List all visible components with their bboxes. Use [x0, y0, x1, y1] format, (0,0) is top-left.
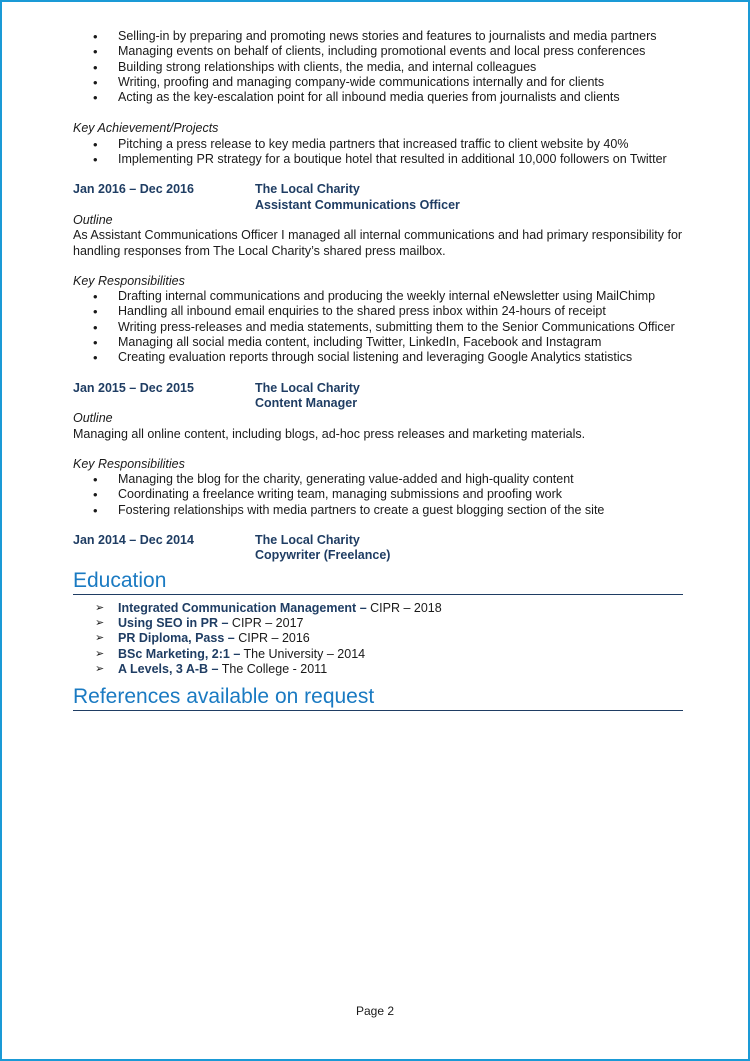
list-item — [73, 647, 683, 662]
qualification-detail: The College - 2011 — [218, 661, 328, 676]
qualification-detail: CIPR – 2018 — [366, 600, 442, 615]
job-dates: Jan 2015 – Dec 2015 — [73, 380, 194, 395]
references-heading: References available on request — [73, 685, 683, 711]
list-item: • Handling all inbound email enquiries to the shared press inbox within 24-hours of receipt — [73, 304, 683, 319]
list-item: • Writing press-releases and media statements, submitting them to the Senior Communications Officer — [73, 320, 683, 335]
qualification-detail: The University – 2014 — [240, 646, 366, 661]
outline-text: As Assistant Communications Officer I managed all internal communications and had primary responsibility for handling responses from The Local Charity’s shared press mailbox. — [73, 228, 683, 258]
job-organisation: The Local Charity — [255, 533, 360, 548]
qualification-name: PR Diploma, Pass – — [118, 631, 235, 646]
list-item — [73, 616, 683, 631]
list-item: • Managing events on behalf of clients, including promotional events and local press conferences — [73, 44, 683, 59]
achievements-list — [73, 137, 683, 168]
list-item: • Managing all social media content, including Twitter, LinkedIn, Facebook and Instagram — [73, 335, 683, 350]
responsibilities-list — [73, 472, 683, 518]
list-item: • Pitching a press release to key media partners that increased traffic to client website by 40% — [73, 137, 683, 152]
education-list — [73, 601, 683, 677]
list-item — [73, 631, 683, 646]
job-org-block — [255, 381, 360, 412]
list-item: • Implementing PR strategy for a boutique hotel that resulted in additional 10,000 followers on Twitter — [73, 152, 683, 167]
list-item: • Coordinating a freelance writing team, managing submissions and proofing work — [73, 487, 683, 502]
qualification-name: BSc Marketing, 2:1 – — [118, 646, 241, 661]
qualification-name: Integrated Communication Management – — [118, 600, 367, 615]
list-item: • Creating evaluation reports through social listening and leveraging Google Analytics statistics — [73, 350, 683, 365]
outline-text: Managing all online content, including blogs, ad-hoc press releases and marketing materials. — [73, 426, 586, 441]
qualification-detail: CIPR – 2017 — [228, 615, 304, 630]
job-dates: Jan 2014 – Dec 2014 — [73, 533, 194, 548]
job-title: Content Manager — [255, 395, 358, 410]
job-title: Copywriter (Freelance) — [255, 548, 391, 563]
list-item: • Drafting internal communications and producing the weekly internal eNewsletter using MailChimp — [73, 289, 683, 304]
achievements-label: Key Achievement/Projects — [73, 121, 219, 136]
job-title: Assistant Communications Officer — [255, 197, 460, 212]
page-content — [73, 29, 683, 711]
list-item: • Building strong relationships with clients, the media, and internal colleagues — [73, 60, 683, 75]
list-item: • Acting as the key-escalation point for all inbound media queries from journalists and clients — [73, 90, 683, 105]
page-number: Page 2 — [355, 1004, 395, 1018]
list-item: • Writing, proofing and managing company-wide communications internally and for clients — [73, 75, 683, 90]
responsibilities-label: Key Responsibilities — [73, 456, 185, 471]
qualification-name: Using SEO in PR – — [118, 615, 229, 630]
outline-label: Outline — [73, 212, 113, 227]
job-organisation: The Local Charity — [255, 182, 360, 197]
outline-label: Outline — [73, 411, 113, 426]
list-item — [73, 662, 683, 677]
responsibilities-label: Key Responsibilities — [73, 273, 185, 288]
job-org-block — [255, 533, 390, 564]
education-heading: Education — [73, 569, 683, 595]
job-header — [73, 533, 683, 564]
job-dates: Jan 2016 – Dec 2016 — [73, 182, 194, 197]
job-header — [73, 381, 683, 412]
job-org-block — [255, 182, 460, 213]
qualification-detail: CIPR – 2016 — [234, 631, 310, 646]
list-item: • Managing the blog for the charity, generating value-added and high-quality content — [73, 472, 683, 487]
list-item: • Selling-in by preparing and promoting news stories and features to journalists and media partners — [73, 29, 683, 44]
responsibilities-list — [73, 289, 683, 365]
job-organisation: The Local Charity — [255, 380, 360, 395]
list-item — [73, 601, 683, 616]
intro-bullet-list — [73, 29, 683, 105]
list-item: • Fostering relationships with media partners to create a guest blogging section of the site — [73, 503, 683, 518]
job-header — [73, 182, 683, 213]
qualification-name: A Levels, 3 A-B – — [118, 661, 219, 676]
